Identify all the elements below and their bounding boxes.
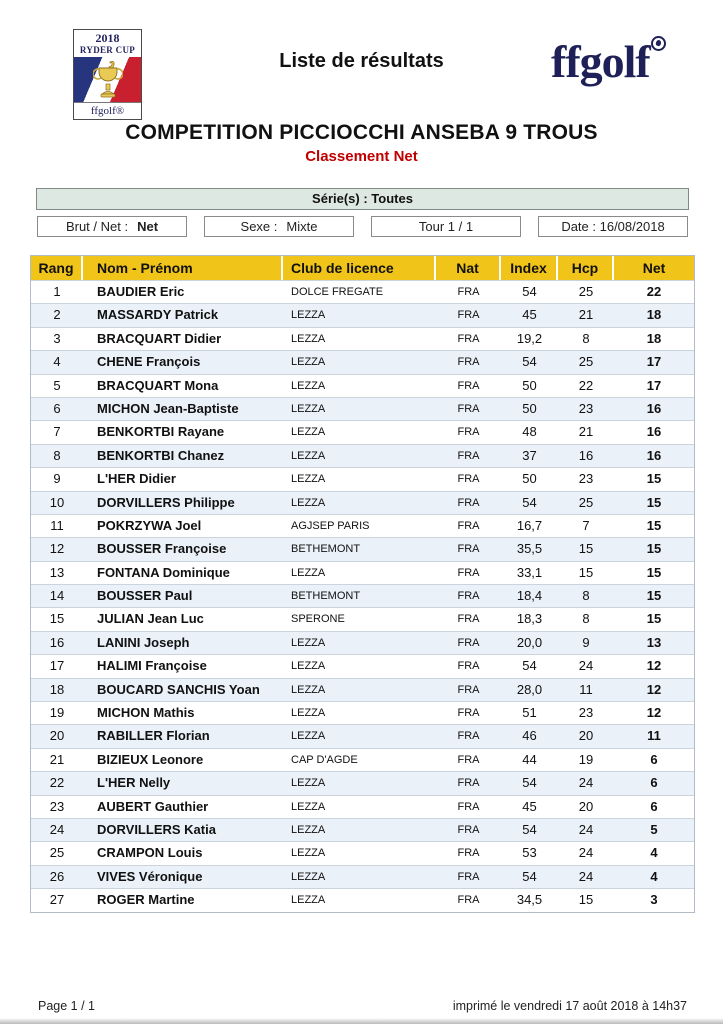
- table-row: [31, 327, 694, 350]
- cell-rank: 24: [49, 821, 65, 837]
- cell-club: LEZZA: [291, 707, 326, 720]
- cell-rank: 8: [53, 447, 61, 463]
- table-row: [31, 771, 694, 794]
- cell-hcp: 24: [578, 775, 594, 791]
- cell-net: 15: [646, 588, 662, 604]
- cell-club: LEZZA: [291, 379, 326, 392]
- table-header-row: [31, 256, 694, 280]
- ryder-cup-year: 2018: [95, 31, 120, 45]
- cell-rank: 2: [53, 307, 61, 323]
- filters-row: [37, 216, 688, 237]
- cell-index: 51: [522, 705, 537, 721]
- cell-nat: FRA: [457, 683, 480, 696]
- cell-club: LEZZA: [291, 309, 326, 322]
- cell-name: DORVILLERS Katia: [97, 821, 216, 837]
- table-row: [31, 280, 694, 303]
- cell-hcp: 23: [578, 400, 594, 416]
- cell-name: RABILLER Florian: [97, 728, 210, 744]
- column-header-index: Index: [501, 256, 558, 280]
- cell-index: 50: [522, 400, 537, 416]
- cell-index: 46: [522, 728, 537, 744]
- cell-rank: 11: [50, 517, 64, 533]
- cell-nat: FRA: [457, 402, 480, 415]
- cell-name: POKRZYWA Joel: [97, 517, 202, 533]
- cell-index: 19,2: [516, 330, 543, 346]
- cell-nat: FRA: [457, 707, 480, 720]
- filter-box-sexe: [204, 216, 354, 237]
- cell-nat: FRA: [457, 636, 480, 649]
- table-row: [31, 654, 694, 677]
- cell-net: 16: [646, 400, 662, 416]
- cell-rank: 23: [49, 798, 65, 814]
- cell-index: 48: [522, 424, 537, 440]
- cell-net: 18: [646, 330, 662, 346]
- column-header-net: Net: [614, 256, 694, 280]
- cell-index: 37: [522, 447, 537, 463]
- cell-hcp: 11: [579, 681, 593, 697]
- cell-hcp: 23: [578, 471, 594, 487]
- cell-rank: 27: [49, 892, 65, 908]
- table-row: [31, 397, 694, 420]
- cell-hcp: 25: [578, 284, 594, 299]
- cell-name: HALIMI Françoise: [97, 658, 207, 674]
- cell-rank: 21: [49, 751, 65, 767]
- cell-hcp: 24: [578, 845, 594, 861]
- cell-hcp: 24: [578, 821, 594, 837]
- table-row: [31, 701, 694, 724]
- cell-hcp: 8: [582, 611, 590, 627]
- cell-name: JULIAN Jean Luc: [97, 611, 204, 627]
- cell-name: BOUSSER Paul: [97, 588, 193, 604]
- filter-label: Brut / Net :: [65, 219, 129, 234]
- cell-net: 15: [646, 611, 662, 627]
- cell-rank: 25: [49, 845, 65, 861]
- cell-club: LEZZA: [291, 496, 326, 509]
- table-row: [31, 724, 694, 747]
- cell-net: 17: [646, 377, 662, 393]
- cell-hcp: 21: [578, 424, 594, 440]
- cell-rank: 4: [53, 354, 61, 370]
- cell-index: 50: [522, 471, 537, 487]
- cell-index: 45: [522, 798, 537, 814]
- filter-box-date: [538, 216, 688, 237]
- cell-hcp: 8: [582, 588, 590, 604]
- cell-rank: 14: [49, 588, 65, 604]
- cell-index: 28,0: [516, 681, 543, 697]
- cell-name: AUBERT Gauthier: [97, 798, 209, 814]
- cell-nat: FRA: [457, 823, 480, 836]
- cell-nat: FRA: [457, 356, 480, 369]
- cell-index: 54: [522, 775, 537, 791]
- filter-value: Mixte: [286, 219, 318, 234]
- cell-hcp: 23: [578, 705, 594, 721]
- cell-rank: 5: [53, 377, 61, 393]
- cell-index: 45: [522, 307, 537, 323]
- table-row: [31, 795, 694, 818]
- table-row: [31, 420, 694, 443]
- cell-nat: FRA: [457, 309, 480, 322]
- cell-club: LEZZA: [291, 894, 326, 907]
- table-body: [31, 280, 694, 912]
- column-header-nat: Nat: [436, 256, 501, 280]
- cell-club: LEZZA: [291, 356, 326, 369]
- filter-label: Date : 16/08/2018: [561, 219, 665, 234]
- cell-name: MICHON Jean-Baptiste: [97, 400, 239, 416]
- cell-net: 6: [650, 751, 658, 767]
- cell-name: CHENE François: [97, 354, 201, 370]
- cell-name: BENKORTBI Rayane: [97, 424, 225, 440]
- cell-nat: FRA: [457, 332, 480, 345]
- page-number: Page 1 / 1: [38, 999, 95, 1013]
- cell-nat: FRA: [457, 847, 480, 860]
- cell-name: BAUDIER Eric: [97, 284, 185, 299]
- table-row: [31, 350, 694, 373]
- cell-nat: FRA: [457, 777, 480, 790]
- cell-club: LEZZA: [291, 426, 326, 439]
- ffgolf-rooster-icon: [651, 36, 666, 51]
- cell-rank: 13: [49, 564, 65, 580]
- cell-net: 16: [646, 424, 662, 440]
- cell-net: 12: [646, 681, 662, 697]
- cell-hcp: 8: [582, 330, 590, 346]
- cell-nat: FRA: [457, 613, 480, 626]
- table-row: [31, 748, 694, 771]
- cell-nat: FRA: [457, 800, 480, 813]
- table-row: [31, 607, 694, 630]
- cell-rank: 7: [53, 424, 61, 440]
- table-row: [31, 584, 694, 607]
- cell-net: 4: [650, 868, 658, 884]
- cell-name: BIZIEUX Leonore: [97, 751, 204, 767]
- cell-club: LEZZA: [291, 870, 326, 883]
- cell-hcp: 16: [578, 447, 594, 463]
- cell-net: 11: [647, 728, 661, 744]
- cell-index: 54: [522, 821, 537, 837]
- cell-net: 3: [650, 892, 658, 908]
- cell-club: LEZZA: [291, 800, 326, 813]
- cell-net: 17: [646, 354, 662, 370]
- cell-nat: FRA: [457, 753, 480, 766]
- ryder-cup-name: RYDER CUP: [79, 45, 136, 55]
- column-header-rank: Rang: [31, 256, 83, 280]
- cell-index: 34,5: [516, 892, 543, 908]
- filter-value: Net: [137, 219, 159, 234]
- cell-club: CAP D'AGDE: [291, 753, 358, 766]
- cell-net: 15: [646, 564, 662, 580]
- cell-nat: FRA: [457, 449, 480, 462]
- cell-hcp: 9: [582, 634, 590, 650]
- cell-hcp: 20: [578, 798, 594, 814]
- cell-net: 13: [646, 634, 662, 650]
- cell-index: 18,4: [516, 588, 543, 604]
- cell-name: BRACQUART Didier: [97, 330, 222, 346]
- cell-name: MICHON Mathis: [97, 705, 195, 721]
- cell-nat: FRA: [457, 660, 480, 673]
- cell-nat: FRA: [457, 286, 480, 298]
- cell-nat: FRA: [457, 496, 480, 509]
- filter-label: Sexe :: [240, 219, 278, 234]
- cell-nat: FRA: [457, 379, 480, 392]
- table-row: [31, 467, 694, 490]
- cell-hcp: 15: [578, 541, 594, 557]
- cell-rank: 18: [49, 681, 65, 697]
- cell-rank: 9: [53, 471, 61, 487]
- cell-club: LEZZA: [291, 566, 326, 579]
- cell-club: DOLCE FREGATE: [291, 286, 384, 298]
- cell-index: 44: [522, 751, 537, 767]
- cell-rank: 12: [49, 541, 65, 557]
- table-row: [31, 818, 694, 841]
- cell-rank: 26: [49, 868, 65, 884]
- cell-club: LEZZA: [291, 847, 326, 860]
- cell-club: BETHEMONT: [291, 543, 361, 556]
- table-row: [31, 374, 694, 397]
- ryder-cup-logo: [73, 29, 142, 120]
- cell-nat: FRA: [457, 870, 480, 883]
- cell-hcp: 7: [582, 517, 590, 533]
- cell-hcp: 22: [578, 377, 594, 393]
- cell-net: 18: [646, 307, 662, 323]
- cell-net: 15: [646, 541, 662, 557]
- cell-net: 12: [646, 658, 662, 674]
- cell-index: 50: [522, 377, 537, 393]
- cell-rank: 15: [49, 611, 65, 627]
- cell-index: 20,0: [516, 634, 543, 650]
- cell-rank: 17: [49, 658, 65, 674]
- table-row: [31, 491, 694, 514]
- cell-rank: 16: [49, 634, 65, 650]
- cell-hcp: 15: [578, 892, 594, 908]
- ryder-cup-ffgolf-label: ffgolf®: [74, 102, 141, 119]
- cell-net: 6: [650, 798, 658, 814]
- table-row: [31, 678, 694, 701]
- cell-net: 15: [646, 471, 662, 487]
- cell-club: LEZZA: [291, 660, 326, 673]
- cell-hcp: 20: [578, 728, 594, 744]
- cell-rank: 20: [49, 728, 65, 744]
- filter-label: Tour 1 / 1: [418, 219, 474, 234]
- cell-club: LEZZA: [291, 823, 326, 836]
- cell-index: 54: [522, 494, 537, 510]
- table-row: [31, 514, 694, 537]
- cell-net: 5: [650, 821, 658, 837]
- table-row: [31, 865, 694, 888]
- cell-name: ROGER Martine: [97, 892, 195, 908]
- results-table: [30, 255, 695, 913]
- cell-index: 33,1: [516, 564, 543, 580]
- cell-name: BRACQUART Mona: [97, 377, 219, 393]
- competition-title: COMPETITION PICCIOCCHI ANSEBA 9 TROUS: [125, 121, 598, 144]
- table-row: [31, 537, 694, 560]
- cell-rank: 19: [49, 705, 65, 721]
- cell-club: AGJSEP PARIS: [291, 519, 370, 532]
- cell-club: LEZZA: [291, 449, 326, 462]
- cell-index: 54: [522, 658, 537, 674]
- cell-club: SPERONE: [291, 613, 345, 626]
- cell-hcp: 25: [578, 494, 594, 510]
- cell-name: BOUSSER Françoise: [97, 541, 227, 557]
- cell-name: L'HER Didier: [97, 471, 176, 487]
- series-bar: Série(s) : Toutes: [36, 188, 689, 210]
- column-header-hcp: Hcp: [558, 256, 614, 280]
- cell-name: FONTANA Dominique: [97, 564, 230, 580]
- cell-nat: FRA: [457, 426, 480, 439]
- cell-hcp: 24: [578, 658, 594, 674]
- cell-club: LEZZA: [291, 777, 326, 790]
- cell-rank: 22: [49, 775, 65, 791]
- cell-name: L'HER Nelly: [97, 775, 171, 791]
- cell-nat: FRA: [457, 543, 480, 556]
- table-row: [31, 841, 694, 864]
- page-bottom-edge: [0, 1018, 723, 1024]
- cell-club: LEZZA: [291, 332, 326, 345]
- cell-name: MASSARDY Patrick: [97, 307, 219, 323]
- cell-club: LEZZA: [291, 402, 326, 415]
- cell-index: 53: [522, 845, 537, 861]
- cell-name: CRAMPON Louis: [97, 845, 203, 861]
- cell-hcp: 21: [578, 307, 594, 323]
- column-header-name: Nom - Prénom: [83, 256, 283, 280]
- cell-net: 16: [646, 447, 662, 463]
- cell-nat: FRA: [457, 730, 480, 743]
- cell-net: 22: [646, 284, 662, 299]
- cell-net: 12: [646, 705, 662, 721]
- cell-nat: FRA: [457, 894, 480, 907]
- cell-net: 6: [650, 775, 658, 791]
- printed-timestamp: imprimé le vendredi 17 août 2018 à 14h37: [452, 999, 687, 1013]
- cell-club: LEZZA: [291, 473, 326, 486]
- cell-net: 15: [646, 494, 662, 510]
- cell-index: 54: [522, 868, 537, 884]
- cell-nat: FRA: [457, 473, 480, 486]
- cell-index: 54: [522, 354, 537, 370]
- cell-club: LEZZA: [291, 683, 326, 696]
- cell-name: BENKORTBI Chanez: [97, 447, 225, 463]
- filter-box-brut-net: [37, 216, 187, 237]
- cell-hcp: 24: [578, 868, 594, 884]
- cell-rank: 1: [53, 284, 61, 299]
- table-row: [31, 561, 694, 584]
- cell-club: LEZZA: [291, 730, 326, 743]
- cell-hcp: 25: [578, 354, 594, 370]
- table-row: [31, 303, 694, 326]
- table-row: [31, 444, 694, 467]
- filter-box-tour: [371, 216, 521, 237]
- cell-rank: 3: [53, 330, 61, 346]
- cell-hcp: 19: [578, 751, 594, 767]
- cell-club: LEZZA: [291, 636, 326, 649]
- cell-hcp: 15: [578, 564, 594, 580]
- competition-subtitle: Classement Net: [305, 148, 418, 165]
- cell-club: BETHEMONT: [291, 590, 361, 603]
- cell-name: VIVES Véronique: [97, 868, 203, 884]
- cell-nat: FRA: [457, 519, 480, 532]
- cell-nat: FRA: [457, 566, 480, 579]
- cell-net: 15: [646, 517, 662, 533]
- ffgolf-logo: [551, 34, 650, 90]
- cell-rank: 10: [49, 494, 65, 510]
- cell-name: LANINI Joseph: [97, 634, 190, 650]
- document-title: Liste de résultats: [279, 50, 444, 72]
- table-row: [31, 631, 694, 654]
- column-header-club: Club de licence: [283, 256, 436, 280]
- cell-name: BOUCARD SANCHIS Yoan: [97, 681, 260, 697]
- cell-index: 35,5: [516, 541, 543, 557]
- cell-rank: 6: [53, 400, 61, 416]
- cell-index: 18,3: [516, 611, 543, 627]
- cell-index: 16,7: [516, 517, 543, 533]
- cell-name: DORVILLERS Philippe: [97, 494, 235, 510]
- table-row: [31, 888, 694, 911]
- cell-nat: FRA: [457, 590, 480, 603]
- ffgolf-wordmark: ffgolf: [551, 36, 650, 87]
- cell-net: 4: [650, 845, 658, 861]
- cell-index: 54: [522, 284, 537, 299]
